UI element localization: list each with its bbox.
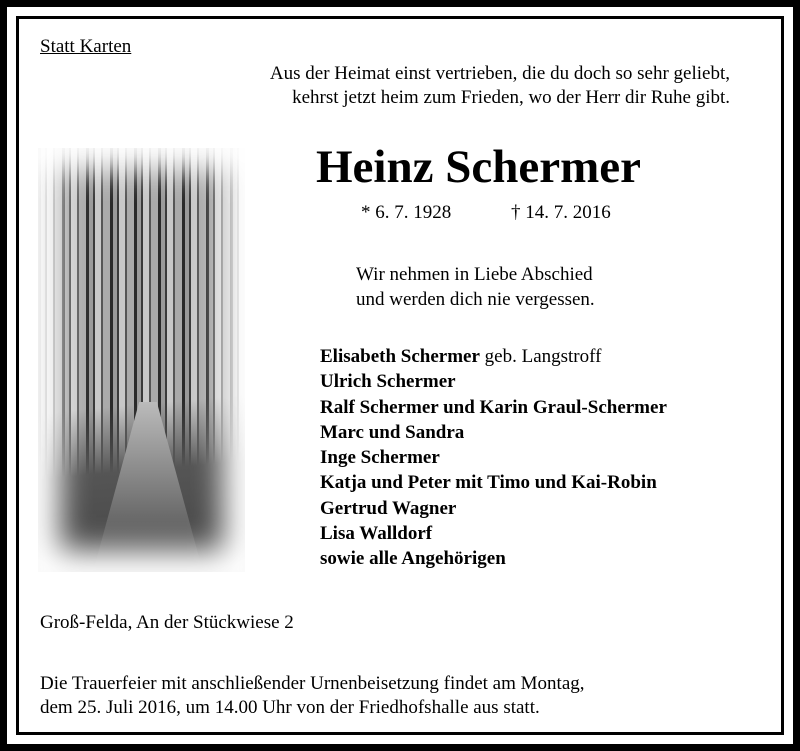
mourner: Marc und Sandra [320,421,465,443]
forest-path-photo [38,148,245,572]
farewell-text [356,262,595,312]
verse-line: kehrst jetzt heim zum Frieden, wo der Herr dir Ruhe gibt. [292,87,730,108]
verse [200,62,730,110]
farewell-line: und werden dich nie vergessen. [356,289,595,310]
mourner: Gertrud Wagner [320,497,457,519]
mourner: sowie alle Angehörigen [320,548,506,570]
mourners-list [320,344,667,572]
farewell-line: Wir nehmen in Liebe Abschied [356,264,593,285]
death-date: † 14. 7. 2016 [511,202,611,223]
mourner-name: Elisabeth Schermer [320,346,480,367]
mourner-maiden-name: geb. Langstroff [479,346,602,367]
mourner: Ralf Schermer und Karin Graul-Schermer [320,396,667,418]
verse-line: Aus der Heimat einst vertrieben, die du doch so sehr geliebt, [269,63,730,84]
birth-date: * 6. 7. 1928 [361,202,452,223]
ceremony-line: Die Trauerfeier mit anschließender Urnenbeisetzung findet am Montag, [40,673,585,694]
photo-vignette [38,148,245,572]
ceremony-info [40,672,585,720]
mourner: Inge Schermer [320,447,440,469]
mourner: Katja und Peter mit Timo und Kai-Robin [320,472,657,494]
ceremony-line: dem 25. Juli 2016, um 14.00 Uhr von der Friedhofshalle aus statt. [40,697,540,718]
mourner: Lisa Walldorf [320,523,433,545]
mourner [320,344,667,369]
statt-karten-heading: Statt Karten [40,36,132,57]
deceased-name: Heinz Schermer [316,141,641,193]
mourner: Ulrich Schermer [320,371,456,393]
address: Groß-Felda, An der Stückwiese 2 [40,612,294,633]
